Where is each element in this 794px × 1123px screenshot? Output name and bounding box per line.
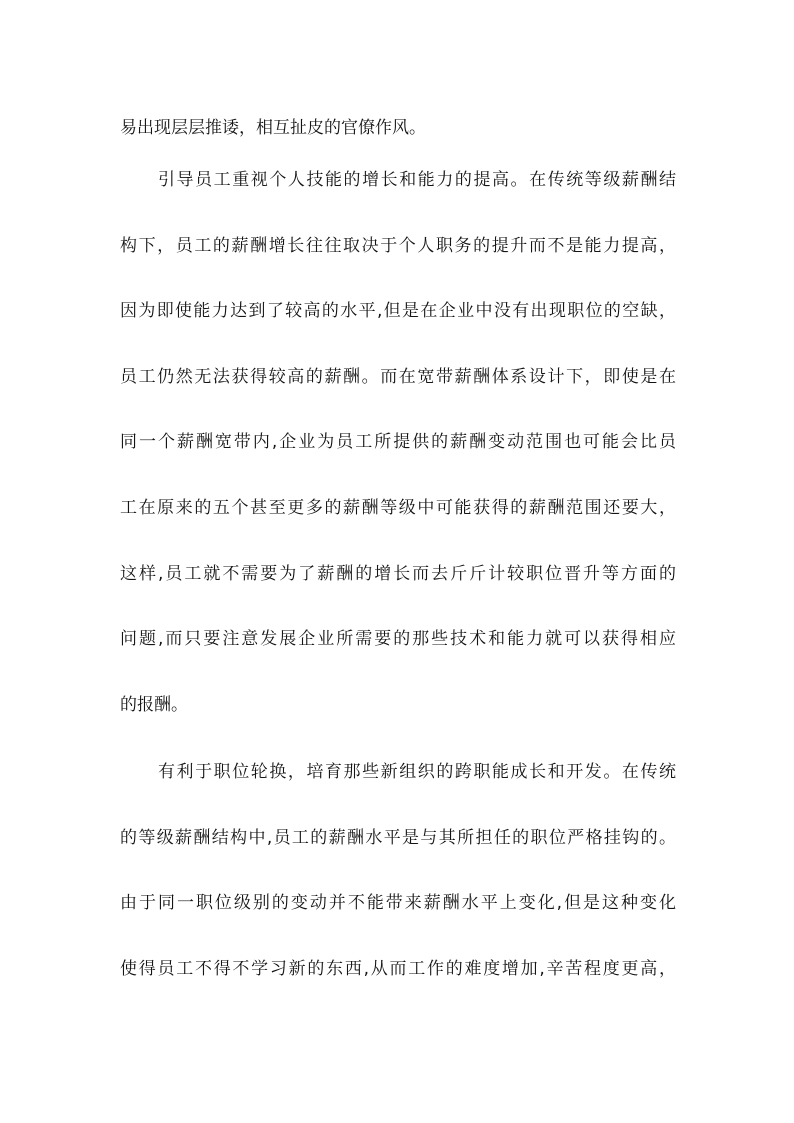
- text-line: 构下，员工的薪酬增长往往取决于个人职务的提升而不是能力提高，: [120, 236, 676, 256]
- text-line: 的等级薪酬结构中,员工的薪酬水平是与其所担任的职位严格挂钩的。: [120, 828, 676, 848]
- text-line: 工在原来的五个甚至更多的薪酬等级中可能获得的薪酬范围还要大，: [120, 498, 676, 518]
- text-line: 因为即使能力达到了较高的水平,但是在企业中没有出现职位的空缺，: [120, 301, 676, 321]
- text-line: 使得员工不得不学习新的东西,从而工作的难度增加,辛苦程度更高，: [120, 959, 676, 979]
- text-line: 同一个薪酬宽带内,企业为员工所提供的薪酬变动范围也可能会比员: [120, 432, 676, 452]
- text-line: 引导员工重视个人技能的增长和能力的提高。在传统等级薪酬结: [158, 170, 676, 190]
- text-line: 有利于职位轮换，培育那些新组织的跨职能成长和开发。在传统: [158, 762, 676, 782]
- text-line: 问题,而只要注意发展企业所需要的那些技术和能力就可以获得相应: [120, 629, 676, 649]
- text-line: 易出现层层推诿，相互扯皮的官僚作风。: [120, 118, 426, 138]
- text-line: 的报酬。: [120, 695, 188, 715]
- text-line: 员工仍然无法获得较高的薪酬。而在宽带薪酬体系设计下，即使是在: [120, 367, 676, 387]
- text-line: 由于同一职位级别的变动并不能带来薪酬水平上变化,但是这种变化: [120, 893, 676, 913]
- text-line: 这样,员工就不需要为了薪酬的增长而去斤斤计较职位晋升等方面的: [120, 564, 676, 584]
